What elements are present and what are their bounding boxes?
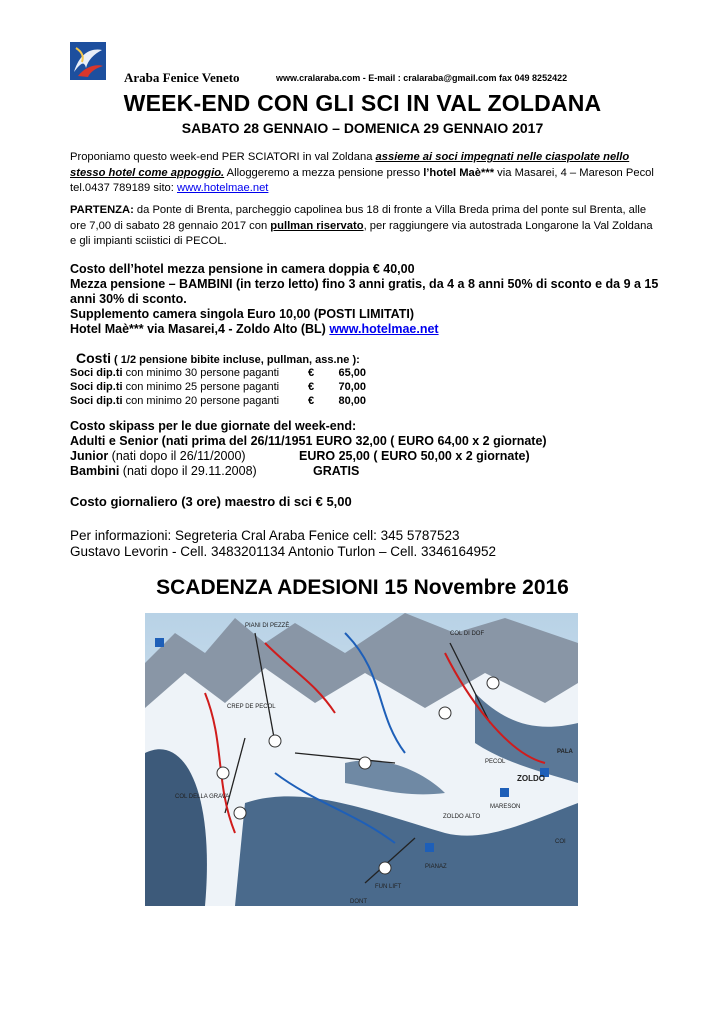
costi-row: [70, 380, 370, 394]
junior-note: (nati dopo il 26/11/2000): [108, 449, 246, 463]
skipass-heading: Costo skipass per le due giornate del week-end:: [70, 419, 357, 433]
partenza-text: da Ponte di Brenta, parcheggio capolinea bus 18 di fronte a Villa Breda prima del ponte sul Brenta, alle ore 7,00 di sabato 28 gennaio 2017 con: [70, 204, 647, 232]
junior-price: EURO 25,00 ( EURO 50,00 x 2 giornate): [299, 449, 530, 463]
svg-text:PECOL: PECOL: [485, 759, 506, 765]
partenza-text-2: , per raggiungere via autostrada Longarone la Val Zoldana e gli impianti sciistici di PECOL.: [70, 219, 653, 247]
araba-fenice-logo: [70, 42, 106, 80]
svg-text:ZOLDO: ZOLDO: [517, 774, 545, 783]
bus-info: pullman riservato: [270, 219, 364, 232]
deadline-heading: SCADENZA ADESIONI 15 Novembre 2016: [156, 576, 569, 599]
partenza-label: PARTENZA:: [70, 204, 134, 216]
costi-euro: €: [308, 381, 315, 393]
intro-text-2: Alloggeremo a mezza pensione presso: [224, 166, 424, 179]
hotel-costs: [70, 262, 670, 337]
costi-amount: 65,00: [338, 367, 366, 379]
costi-label: Costi: [76, 350, 111, 366]
contact-line: www.cralaraba.com - E-mail : cralaraba@gmail.com fax 049 8252422: [276, 73, 568, 83]
page-title: WEEK-END CON GLI SCI IN VAL ZOLDANA: [123, 90, 602, 116]
costi-heading: [76, 350, 360, 366]
cost-line-single: Supplemento camera singola Euro 10,00 (POSTI LIMITATI): [70, 307, 415, 321]
bambini-label: Bambini: [70, 464, 120, 478]
intro-emphasis: assieme ai soci impegnati nelle ciaspolate nello stesso hotel come appoggio.: [70, 151, 630, 179]
skipass-bambini: [70, 464, 670, 479]
svg-text:COL DELLA GRAVA: COL DELLA GRAVA: [175, 794, 230, 800]
svg-text:ZOLDO ALTO: ZOLDO ALTO: [443, 814, 481, 820]
costi-who: Soci dip.ti: [70, 367, 123, 379]
costi-who: Soci dip.ti: [70, 395, 123, 407]
partenza-paragraph: [70, 203, 660, 250]
svg-text:FUN LIFT: FUN LIFT: [375, 884, 402, 890]
cost-line-double-room: Costo dell’hotel mezza pensione in camera doppia € 40,00: [70, 262, 415, 276]
info-line-2: Gustavo Levorin - Cell. 3483201134 Antonio Turlon – Cell. 3346164952: [70, 544, 497, 559]
svg-text:PIANAZ: PIANAZ: [425, 864, 447, 870]
costi-amount: 70,00: [338, 381, 366, 393]
costi-row: [70, 366, 370, 380]
bambini-price: GRATIS: [313, 464, 360, 478]
costi-amount: 80,00: [338, 395, 366, 407]
skipass-junior: [70, 449, 670, 464]
costi-note: ( 1/2 pensione bibite incluse, pullman, ass.ne ):: [111, 354, 360, 366]
costi-euro: €: [308, 367, 315, 379]
cost-line-children: Mezza pensione – BAMBINI (in terzo letto) fino 3 anni gratis, da 4 a 8 anni 50% di sconto e da 9 a 15 anni 30% di sconto.: [70, 277, 659, 306]
svg-text:DONT: DONT: [350, 899, 367, 905]
costi-desc: con minimo 30 persone paganti: [122, 367, 280, 379]
info-line-1: Per informazioni: Segreteria Cral Araba Fenice cell: 345 5787523: [70, 528, 460, 543]
ski-map: [145, 613, 578, 906]
hotel-name: l’hotel Maè***: [423, 166, 495, 179]
svg-text:COI: COI: [555, 839, 566, 845]
intro-text: Proponiamo questo week-end PER SCIATORI in val Zoldana: [70, 151, 376, 163]
organization-name: Araba Fenice Veneto: [124, 70, 240, 85]
svg-text:COL DI DOF: COL DI DOF: [450, 631, 485, 637]
costi-euro: €: [308, 395, 315, 407]
costi-desc: con minimo 25 persone paganti: [122, 381, 280, 393]
svg-text:PIANI DI PEZZÈ: PIANI DI PEZZÈ: [245, 623, 290, 629]
cost-line-hotel: [70, 322, 670, 337]
hotel-website-link-2[interactable]: www.hotelmae.net: [329, 322, 439, 336]
page-subtitle: SABATO 28 GENNAIO – DOMENICA 29 GENNAIO 2017: [181, 120, 544, 136]
hotel-address: Hotel Maè*** via Masarei,4 - Zoldo Alto (BL): [70, 322, 330, 336]
costi-who: Soci dip.ti: [70, 381, 123, 393]
bambini-note: (nati dopo il 29.11.2008): [119, 464, 257, 478]
skipass-section: [70, 419, 670, 479]
svg-text:PALA: PALA: [557, 749, 573, 755]
maestro-cost: Costo giornaliero (3 ore) maestro di sci € 5,00: [70, 494, 352, 509]
costi-row: [70, 394, 370, 408]
svg-text:CREP DE PECOL: CREP DE PECOL: [227, 704, 276, 710]
junior-label: Junior: [70, 449, 109, 463]
intro-text-3: via Masarei, 4 – Mareson Pecol tel.0437 789189 sito:: [70, 166, 654, 194]
skipass-adults: Adulti e Senior (nati prima del 26/11/1951 EURO 32,00 ( EURO 64,00 x 2 giornate): [70, 434, 547, 448]
intro-paragraph: [70, 150, 660, 197]
costi-desc: con minimo 20 persone paganti: [122, 395, 280, 407]
svg-text:MARESON: MARESON: [490, 804, 521, 810]
hotel-website-link[interactable]: www.hotelmae.net: [177, 182, 269, 194]
